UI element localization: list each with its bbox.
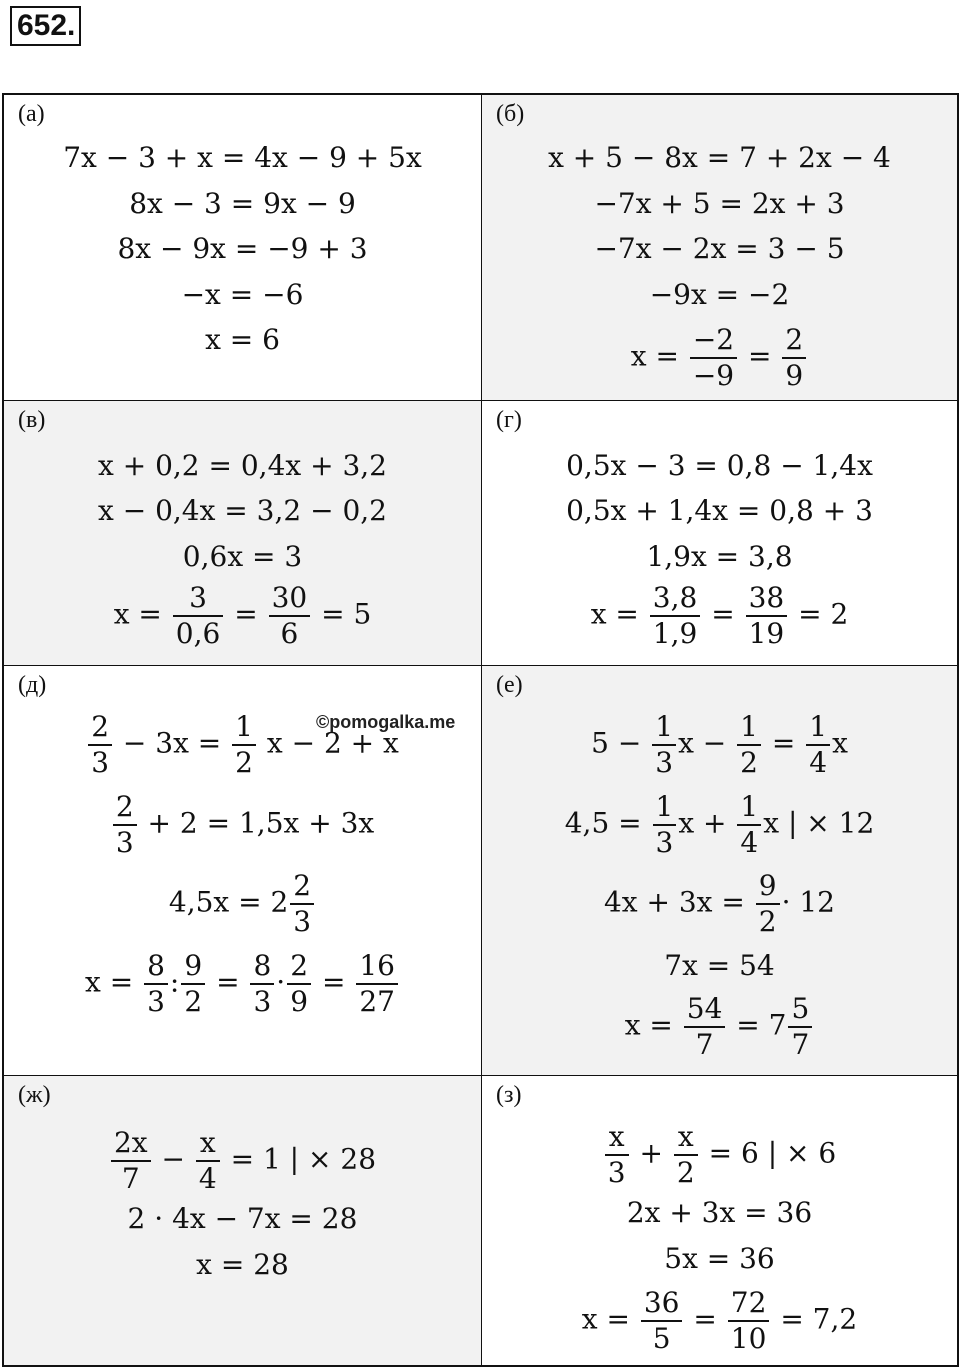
equation-line: x − 0,4x = 3,2 − 0,2 [98,494,387,527]
eq-text: = [216,965,240,999]
equation-line [482,1120,957,1190]
numerator: 5 [788,992,812,1028]
fraction [269,581,311,651]
equation-line [4,869,481,939]
denominator: 3 [655,826,674,859]
eq-text: = 6 | × 6 [708,1136,837,1170]
fraction [782,323,806,393]
equation-line-final [4,581,481,651]
cell-b [482,95,957,401]
numerator: 2 [287,949,311,985]
watermark: ©pomogalka.me [316,712,456,732]
denominator: 7 [791,1028,810,1061]
eq-text: x = [581,1302,630,1336]
eq-text: = [234,597,258,631]
fraction [746,581,788,651]
numerator: 9 [181,949,205,985]
cell-v [4,401,482,666]
eq-text: 5 − [591,726,642,760]
numerator: 1 [806,710,830,746]
denominator: 1,9 [652,617,698,650]
numerator: 72 [728,1286,770,1322]
eq-text: + 2 = 1,5x + 3x [147,806,375,840]
numerator: 1 [652,710,676,746]
numerator: 1 [653,790,677,826]
fraction [196,1126,220,1196]
eq-text: = [321,965,346,999]
denominator: 27 [359,985,395,1018]
eq-text: x + [678,806,727,840]
cell-z [482,1076,957,1365]
fraction [690,323,737,393]
fraction [144,949,168,1019]
cell-label: (г) [496,407,522,433]
eq-text: = [771,726,796,760]
cell-label: (а) [18,101,45,127]
denominator: 2 [676,1156,695,1189]
numerator: 2x [111,1126,151,1162]
equation-line-final [482,1286,957,1356]
equation-line: x = 6 [205,323,280,356]
denominator: 3 [293,905,312,938]
fraction [674,1120,698,1190]
denominator: 4 [740,826,759,859]
eq-text: x = [113,597,162,631]
eq-text: x [832,726,848,760]
cell-label: (з) [496,1082,522,1108]
cell-a [4,95,482,401]
fraction [290,869,314,939]
denominator: 9 [785,359,804,392]
numerator: 8 [250,949,274,985]
solution-table [2,93,959,1367]
problem-number: 652. [10,6,81,46]
fraction [684,992,726,1062]
eq-text: · 12 [781,885,835,919]
fraction [232,710,256,780]
eq-text: x | × 12 [763,806,875,840]
eq-text: + [639,1136,663,1170]
eq-text: = [693,1302,717,1336]
numerator: 2 [290,869,314,905]
cell-label: (е) [496,672,523,698]
denominator: 3 [607,1156,626,1189]
fraction [652,710,676,780]
equation-line [4,1126,481,1196]
eq-text: = 2 [798,597,849,631]
eq-text: = [748,339,772,373]
numerator: 1 [737,710,761,746]
eq-text: x − 2 + x [266,726,399,760]
fraction [650,581,701,651]
cell-label: (в) [18,407,46,433]
equation-line-final [482,581,957,651]
numerator: x [605,1120,629,1156]
eq-text: − 3x = [122,726,222,760]
denominator: 7 [695,1028,714,1061]
numerator: 1 [737,790,761,826]
denominator: 9 [290,985,309,1018]
denominator: 2 [758,905,777,938]
denominator: 3 [91,746,110,779]
fraction [605,1120,629,1190]
equation-line: 0,6x = 3 [182,540,303,573]
denominator: 3 [253,985,272,1018]
equation-line: 1,9x = 3,8 [646,540,793,573]
cell-label: (ж) [18,1082,51,1108]
cell-e [482,666,957,1076]
eq-text: 4,5 = [564,806,642,840]
eq-text: x = [590,597,639,631]
fraction [173,581,224,651]
numerator: −2 [690,323,737,359]
fraction [181,949,205,1019]
numerator: 54 [684,992,726,1028]
equation-line: 8x − 9x = −9 + 3 [117,232,368,265]
denominator: 3 [655,746,674,779]
equation-line-final [4,949,481,1019]
numerator: 30 [269,581,311,617]
denominator: 2 [184,985,203,1018]
numerator: 1 [232,710,256,746]
equation-line: x + 5 − 8x = 7 + 2x − 4 [548,141,891,174]
equation-line: −7x + 5 = 2x + 3 [594,187,845,220]
equation-line-final [482,992,957,1062]
fraction [653,790,677,860]
eq-text: = [711,597,735,631]
denominator: 2 [235,746,253,779]
numerator: 36 [641,1286,683,1322]
cell-g [482,401,957,666]
equation-line: 0,5x + 1,4x = 0,8 + 3 [566,494,873,527]
equation-line: 2 · 4x − 7x = 28 [127,1202,358,1235]
equation-line: x + 0,2 = 0,4x + 3,2 [98,449,387,482]
equation-line: −9x = −2 [649,278,790,311]
fraction [788,992,812,1062]
fraction [111,1126,151,1196]
numerator: 2 [88,710,112,746]
eq-text: = 7,2 [780,1302,858,1336]
cell-label: (б) [496,101,525,127]
denominator: 6 [280,617,299,650]
denominator: 3 [147,985,165,1018]
fraction [113,790,137,860]
fraction [88,710,112,780]
eq-text: x = [630,339,679,373]
numerator: x [196,1126,220,1162]
equation-line [4,790,481,860]
eq-text: 4,5x = 2 [168,885,289,919]
fraction [356,949,398,1019]
equation-line [482,790,957,860]
equation-line [482,869,957,939]
equation-line: 5x = 36 [664,1242,775,1275]
eq-text: · [276,965,286,999]
numerator: x [674,1120,698,1156]
fraction [728,1286,770,1356]
equation-line: 7x − 3 + x = 4x − 9 + 5x [63,141,422,174]
denominator: 2 [740,746,758,779]
denominator: 10 [730,1322,767,1355]
equation-line: 8x − 3 = 9x − 9 [129,187,356,220]
denominator: 4 [198,1162,217,1195]
equation-line: x = 28 [196,1248,289,1281]
equation-line: 2x + 3x = 36 [626,1196,813,1229]
eq-text: x = [624,1008,673,1042]
numerator: 38 [746,581,788,617]
numerator: 2 [782,323,806,359]
numerator: 16 [356,949,398,985]
equation-line-final [482,323,957,393]
numerator: 3 [173,581,224,617]
fraction [641,1286,683,1356]
equation-line [482,710,957,780]
eq-text: − [161,1142,185,1176]
equation-line: −x = −6 [181,278,304,311]
denominator: 0,6 [175,617,221,650]
fraction [250,949,274,1019]
eq-text: = 7 [736,1008,787,1042]
fraction [806,710,830,780]
equation-line: 7x = 54 [664,949,775,982]
equation-line: −7x − 2x = 3 − 5 [594,232,845,265]
eq-text: : [169,965,180,999]
cell-zh [4,1076,482,1365]
eq-text: = 5 [321,597,372,631]
numerator: 2 [113,790,137,826]
denominator: 4 [809,746,828,779]
cell-label: (д) [18,672,47,698]
fraction [756,869,780,939]
equation-line: 0,5x − 3 = 0,8 − 1,4x [566,449,873,482]
denominator: 3 [115,826,134,859]
denominator: 19 [748,617,785,650]
numerator: 8 [144,949,168,985]
denominator: −9 [692,359,735,392]
denominator: 7 [121,1162,140,1195]
eq-text: 4x + 3x = [603,885,745,919]
eq-text: x = [85,965,134,999]
numerator: 3,8 [650,581,701,617]
fraction [737,710,761,780]
fraction [737,790,761,860]
eq-text: x − [678,726,727,760]
eq-text: = 1 | × 28 [230,1142,377,1176]
fraction [287,949,311,1019]
denominator: 5 [652,1322,671,1355]
numerator: 9 [756,869,780,905]
